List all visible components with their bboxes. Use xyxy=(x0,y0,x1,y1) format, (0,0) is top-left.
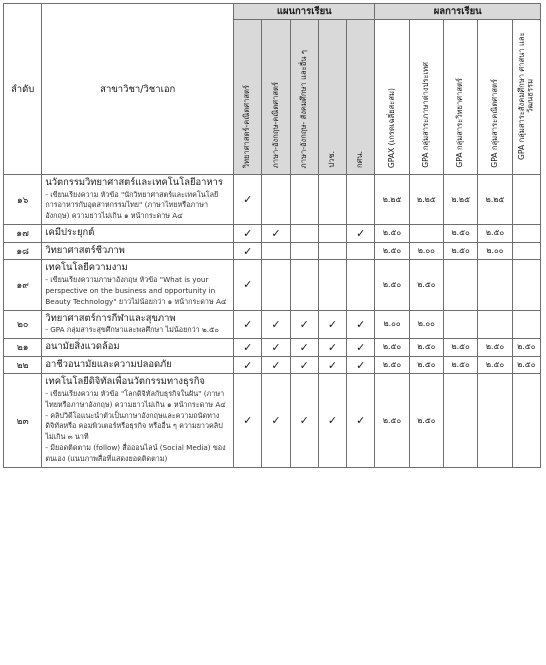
grade-value xyxy=(512,225,540,243)
grade-value: ๒.๕๐ xyxy=(375,374,409,467)
plan-checkmark: ✓ xyxy=(234,374,262,467)
grade-value: ๒.๕๐ xyxy=(375,356,409,374)
grade-value: ๒.๒๕ xyxy=(444,175,478,225)
grade-value: ๒.๕๐ xyxy=(478,225,512,243)
major-cell xyxy=(42,225,234,243)
row-number: ๒๐ xyxy=(4,310,42,338)
grade-value: ๒.๐๐ xyxy=(409,242,443,260)
column-header-plan xyxy=(318,20,346,175)
table-row xyxy=(4,260,541,310)
major-cell xyxy=(42,260,234,310)
requirement-note: - GPA กลุ่มสาระสุขศึกษาและพลศึกษา ไม่น้อยกว่า ๒.๕๐ xyxy=(45,325,219,335)
plan-checkmark xyxy=(347,242,375,260)
plan-checkmark xyxy=(290,242,318,260)
plan-checkmark xyxy=(318,175,346,225)
plan-label: ภาษา-อังกฤษ-คณิตศาสตร์ xyxy=(270,81,280,168)
plan-checkmark: ✓ xyxy=(290,374,318,467)
grade-value xyxy=(478,260,512,310)
major-cell xyxy=(42,175,234,225)
major-title: วิทยาศาสตร์ชีวภาพ xyxy=(45,244,125,256)
plan-label: ปวช. xyxy=(327,151,337,168)
table-body xyxy=(4,175,541,468)
grade-value xyxy=(512,175,540,225)
row-number: ๒๓ xyxy=(4,374,42,467)
plan-checkmark: ✓ xyxy=(290,310,318,338)
grade-value: ๒.๕๐ xyxy=(375,225,409,243)
major-cell xyxy=(42,242,234,260)
grade-value xyxy=(512,260,540,310)
grade-value xyxy=(512,310,540,338)
plan-checkmark xyxy=(318,242,346,260)
table-row xyxy=(4,339,541,357)
row-number: ๒๑ xyxy=(4,339,42,357)
plan-checkmark: ✓ xyxy=(234,242,262,260)
plan-checkmark: ✓ xyxy=(262,339,290,357)
row-number: ๑๙ xyxy=(4,260,42,310)
requirement-note: - คลิปวิดีโอแนะนำตัวเป็นภาษาอังกฤษและความถนัดทางดิจิทัลหรือ คอมพิวเตอร์หรือธุรกิจ หรืออื่น ๆ ความยาวคลิปไม่เกิน ๓ นาที xyxy=(45,410,223,442)
plan-checkmark: ✓ xyxy=(318,374,346,467)
plan-checkmark: ✓ xyxy=(262,225,290,243)
grade-value: ๒.๒๕ xyxy=(478,175,512,225)
plan-checkmark: ✓ xyxy=(234,310,262,338)
plan-checkmark xyxy=(262,242,290,260)
table-row xyxy=(4,175,541,225)
row-number: ๒๒ xyxy=(4,356,42,374)
grade-value: ๒.๕๐ xyxy=(375,242,409,260)
major-title: เทคโนโลยีความงาม xyxy=(45,262,128,274)
plan-checkmark: ✓ xyxy=(318,339,346,357)
plan-checkmark: ✓ xyxy=(318,356,346,374)
plan-checkmark: ✓ xyxy=(234,175,262,225)
requirement-note: - มียอดติดตาม (follow) สื่อออนไลน์ (Social Media) ของตนเอง (แนบภาพสื่อที่แสดงยอดติดตาม) xyxy=(45,443,226,463)
plan-checkmark xyxy=(262,175,290,225)
column-header-plan xyxy=(262,20,290,175)
table-row xyxy=(4,242,541,260)
grade-value xyxy=(409,225,443,243)
table-row xyxy=(4,356,541,374)
plan-label: วิทยาศาสตร์-คณิตศาสตร์ xyxy=(242,84,252,168)
admission-table xyxy=(3,3,541,468)
result-label: GPA กลุ่มสาระสังคมศึกษา ศาสนา และวัฒนธรรม xyxy=(516,32,535,160)
plan-label: กศน. xyxy=(355,150,365,168)
column-header-no: ลำดับ xyxy=(4,4,42,175)
column-header-result xyxy=(478,20,512,175)
table-row xyxy=(4,225,541,243)
grade-value xyxy=(478,310,512,338)
plan-checkmark xyxy=(290,175,318,225)
column-header-result xyxy=(409,20,443,175)
grade-value: ๒.๐๐ xyxy=(375,310,409,338)
group-header-plan: แผนการเรียน xyxy=(234,4,375,20)
plan-checkmark: ✓ xyxy=(234,260,262,310)
major-cell xyxy=(42,356,234,374)
plan-checkmark: ✓ xyxy=(290,339,318,357)
plan-checkmark: ✓ xyxy=(234,339,262,357)
plan-label: ภาษา-อังกฤษ- สังคมศึกษา และอื่น ๆ xyxy=(298,49,308,168)
grade-value xyxy=(478,374,512,467)
column-header-result xyxy=(512,20,540,175)
grade-value: ๒.๕๐ xyxy=(375,260,409,310)
plan-checkmark: ✓ xyxy=(262,374,290,467)
grade-value: ๒.๒๕ xyxy=(375,175,409,225)
plan-checkmark xyxy=(318,225,346,243)
grade-value xyxy=(512,374,540,467)
plan-checkmark xyxy=(290,260,318,310)
plan-checkmark xyxy=(290,225,318,243)
major-title: เคมีประยุกต์ xyxy=(45,227,95,239)
plan-checkmark: ✓ xyxy=(347,225,375,243)
row-number: ๑๗ xyxy=(4,225,42,243)
plan-checkmark: ✓ xyxy=(347,356,375,374)
grade-value xyxy=(512,242,540,260)
grade-value: ๒.๕๐ xyxy=(512,356,540,374)
header-row-groups xyxy=(4,4,541,20)
row-number: ๑๘ xyxy=(4,242,42,260)
grade-value: ๒.๕๐ xyxy=(409,339,443,357)
grade-value xyxy=(444,310,478,338)
table-row xyxy=(4,374,541,467)
plan-checkmark: ✓ xyxy=(262,310,290,338)
requirement-note: - เขียนเรียงความ หัวข้อ "โลกดิจิทัลกับธุรกิจในฝัน" (ภาษาไทยหรือภาษาอังกฤษ) ความยาวไม่เกิน ๑ หน้ากระดาษ A๔ xyxy=(45,389,226,409)
major-title: เทคโนโลยีดิจิทัลเพื่อนวัตกรรมทางธุรกิจ xyxy=(45,376,205,388)
major-cell xyxy=(42,310,234,338)
grade-value: ๒.๕๐ xyxy=(444,356,478,374)
result-label: GPA กลุ่มสาระภาษาต่างประเทศ xyxy=(420,62,430,168)
column-header-result xyxy=(444,20,478,175)
grade-value: ๒.๕๐ xyxy=(444,225,478,243)
major-title: อาชีวอนามัยและความปลอดภัย xyxy=(45,358,172,370)
result-label: GPA กลุ่มสาระคณิตศาสตร์ xyxy=(489,79,499,168)
requirement-note: - เขียนเรียงความภาษาอังกฤษ หัวข้อ "What is your perspective on the business and opportunity in Beauty Technology" ยาวไม่น้อยกว่า ๑ หน้ากระดาษ A๔ xyxy=(45,275,227,306)
grade-value: ๒.๕๐ xyxy=(444,242,478,260)
result-label: GPA กลุ่มสาระวิทยาศาสตร์ xyxy=(455,78,465,168)
grade-value: ๒.๕๐ xyxy=(409,356,443,374)
grade-value: ๒.๕๐ xyxy=(375,339,409,357)
grade-value: ๒.๕๐ xyxy=(478,356,512,374)
grade-value: ๒.๒๕ xyxy=(409,175,443,225)
plan-checkmark: ✓ xyxy=(290,356,318,374)
column-header-result xyxy=(375,20,409,175)
group-header-results: ผลการเรียน xyxy=(375,4,541,20)
major-cell xyxy=(42,374,234,467)
plan-checkmark xyxy=(318,260,346,310)
row-number: ๑๖ xyxy=(4,175,42,225)
grade-value: ๒.๐๐ xyxy=(478,242,512,260)
column-header-plan xyxy=(347,20,375,175)
plan-checkmark: ✓ xyxy=(347,339,375,357)
plan-checkmark: ✓ xyxy=(234,356,262,374)
major-cell xyxy=(42,339,234,357)
table-row xyxy=(4,310,541,338)
plan-checkmark xyxy=(262,260,290,310)
column-header-plan xyxy=(290,20,318,175)
plan-checkmark: ✓ xyxy=(318,310,346,338)
grade-value: ๒.๕๐ xyxy=(478,339,512,357)
grade-value: ๒.๕๐ xyxy=(409,260,443,310)
plan-checkmark: ✓ xyxy=(234,225,262,243)
major-title: นวัตกรรมวิทยาศาสตร์และเทคโนโลยีอาหาร xyxy=(45,177,223,188)
plan-checkmark: ✓ xyxy=(347,310,375,338)
grade-value xyxy=(444,374,478,467)
major-title: วิทยาศาสตร์การกีฬาและสุขภาพ xyxy=(45,312,176,324)
grade-value xyxy=(444,260,478,310)
grade-value: ๒.๕๐ xyxy=(512,339,540,357)
column-header-plan xyxy=(234,20,262,175)
result-label: GPAX (เกรดเฉลี่ยสะสม) xyxy=(386,87,396,168)
major-title: อนามัยสิ่งแวดล้อม xyxy=(45,341,120,353)
requirement-note: - เขียนเรียงความ หัวข้อ "นักวิทยาศาสตร์และเทคโนโลยีการอาหารกับอุตสาหกรรมไทย" (ภาษาไทยหรือภาษาอังกฤษ) ความยาวไม่เกิน ๑ หน้ากระดาษ A๔ xyxy=(45,189,219,221)
grade-value: ๒.๕๐ xyxy=(409,374,443,467)
plan-checkmark xyxy=(347,175,375,225)
column-header-major: สาขาวิชา/วิชาเอก xyxy=(42,4,234,175)
plan-checkmark: ✓ xyxy=(262,356,290,374)
grade-value: ๒.๐๐ xyxy=(409,310,443,338)
plan-checkmark: ✓ xyxy=(347,374,375,467)
grade-value: ๒.๕๐ xyxy=(444,339,478,357)
plan-checkmark xyxy=(347,260,375,310)
